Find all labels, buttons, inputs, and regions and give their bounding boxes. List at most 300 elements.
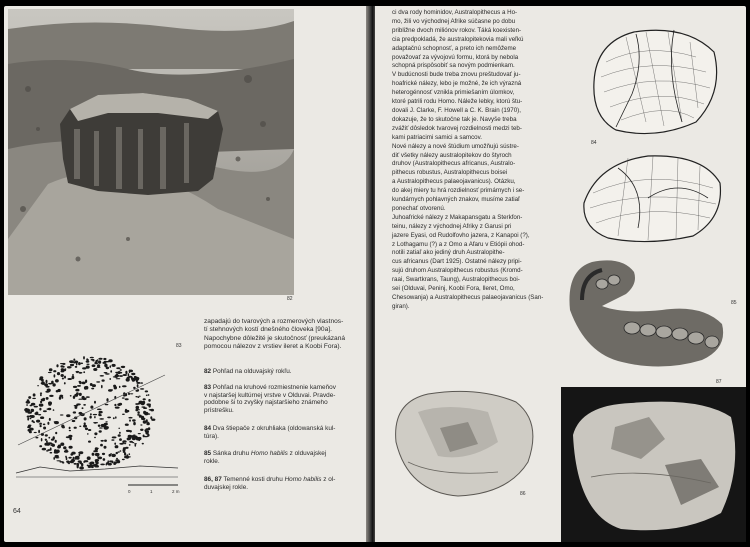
pebble-chopper-drawing-bottom — [578, 148, 726, 248]
stone-dot — [82, 382, 86, 385]
stone-dot — [73, 359, 75, 361]
stone-dot — [98, 360, 101, 363]
stone-dot — [24, 408, 28, 411]
stone-dot — [119, 438, 122, 441]
stone-dot — [31, 409, 35, 412]
stone-dot — [76, 392, 79, 395]
text-line: druhov (Australopithecus africanus, Australo- — [392, 160, 516, 168]
text-line: hoafrické nálezy, lebo je možné, že ich výrazná — [392, 80, 522, 88]
stone-dot — [44, 383, 48, 386]
text-line: jazere Eyasi, od Rudolfovho jazera, z Kanapoi (?), — [392, 231, 530, 239]
caption-text: z olduvajskej — [289, 450, 327, 457]
stone-dot — [45, 434, 48, 436]
stone-dot — [28, 425, 31, 427]
stone-dot — [112, 436, 117, 438]
stone-dot — [48, 372, 52, 373]
stone-dot — [118, 434, 121, 437]
text-line: diť všetky nálezy australopitekov do štyroch — [392, 151, 512, 159]
stone-dot — [137, 384, 139, 387]
stone-dot — [61, 425, 64, 428]
parietal-bone-photo-86 — [378, 382, 554, 502]
stone-dot — [41, 438, 43, 441]
stone-dot — [54, 421, 56, 422]
stone-dot — [39, 378, 42, 380]
stone-dot — [142, 443, 144, 445]
stone-dot — [109, 454, 112, 457]
stone-dot — [108, 359, 112, 362]
stone-dot — [51, 381, 54, 384]
stone-dot — [116, 458, 118, 460]
stone-dot — [47, 408, 51, 410]
stone-dot — [88, 441, 91, 443]
caption-text: prístrešku. — [204, 407, 234, 415]
caption-text: Pohľad na kruhové rozmiestnenie kameňov — [212, 384, 336, 391]
stone-dot — [79, 381, 82, 384]
stone-dot — [86, 364, 89, 365]
landscape-illustration — [8, 9, 294, 295]
stone-dot — [139, 396, 141, 397]
figure-87-label: 87 — [716, 379, 722, 385]
stone-dot — [113, 463, 116, 465]
stone-dot — [148, 399, 150, 402]
stone-dot — [111, 454, 116, 457]
stone-dot — [105, 427, 109, 429]
stone-dot — [26, 404, 28, 406]
stone-dot — [49, 368, 53, 371]
stone-dot — [97, 409, 102, 411]
stone-dot — [103, 458, 106, 461]
caption-text: Temenné kosti druhu — [223, 476, 283, 483]
stone-dot — [122, 385, 127, 387]
stone-dot — [34, 406, 38, 408]
stone-dot — [111, 439, 114, 441]
stone-dot — [138, 433, 141, 434]
stone-dot — [108, 463, 112, 466]
text-line: sujú druhom Australopithecus robustus (Kromd- — [392, 267, 523, 275]
stone-dot — [129, 370, 133, 373]
caption-text: z ol- — [323, 476, 336, 483]
caption-text: túra). — [204, 432, 219, 440]
stone-dot — [105, 404, 109, 405]
parietal-bone-photo-87 — [561, 387, 746, 542]
stone-dot — [57, 389, 60, 392]
stone-dot — [95, 453, 100, 456]
stone-dot — [40, 425, 42, 427]
stone-dot — [70, 364, 74, 366]
stone-dot — [51, 439, 54, 441]
stone-dot — [86, 396, 90, 398]
stone-dot — [93, 414, 97, 415]
stone-dot — [79, 466, 84, 469]
stone-dot — [106, 463, 108, 465]
stone-dot — [34, 432, 37, 433]
stone-dot — [76, 362, 78, 365]
parietal-illustration-87 — [561, 387, 746, 542]
stone-dot — [125, 424, 129, 426]
caption-number: 82 — [204, 368, 212, 375]
stone-dot — [93, 368, 97, 371]
text-line: dokazuje, že to skutočne tak je. Navyše treba — [392, 115, 517, 123]
stone-dot — [119, 386, 121, 388]
stone-dot — [56, 451, 60, 453]
stone-dot — [118, 428, 120, 429]
stone-dot — [47, 389, 51, 393]
stone-dot — [94, 437, 96, 438]
stone-dot — [32, 398, 36, 399]
stone-dot — [78, 372, 82, 374]
stone-dot — [122, 397, 125, 398]
stone-dot — [48, 401, 52, 405]
stone-dot — [75, 366, 78, 368]
stone-dot — [96, 381, 100, 382]
stone-dot — [101, 385, 103, 388]
stone-dot — [64, 382, 66, 384]
stone-dot — [140, 429, 143, 431]
stone-dot — [130, 393, 133, 394]
stone-dot — [72, 376, 75, 379]
text-line: približne dvoch miliónov rokov. Táká koexisten- — [392, 26, 522, 34]
text-line: notili zatiaľ ako jediný druh Australopithe- — [392, 249, 505, 257]
homo-habilis-mandible-photo — [562, 250, 730, 375]
text-line: Juhoafrické nálezy z Makapansgatu a Sterkfon- — [392, 213, 523, 221]
stone-dot — [53, 370, 56, 372]
stone-dot — [98, 358, 102, 360]
stone-dot — [76, 371, 80, 373]
text-line: Chesowanja) a Australopithecus palaeojavanicus (San- — [392, 294, 544, 301]
stone-dot — [43, 427, 46, 430]
stone-dot — [132, 437, 136, 440]
stone-dot — [110, 370, 112, 373]
stone-dot — [122, 440, 126, 443]
stone-dot — [83, 371, 85, 373]
stone-dot — [119, 432, 121, 434]
stone-dot — [106, 398, 108, 402]
stone-dot — [43, 410, 47, 412]
stone-dot — [76, 457, 80, 460]
stone-dot — [53, 457, 55, 460]
text-line: považovať za vývojovú formu, ktorá by nebola — [392, 53, 519, 61]
stone-dot — [97, 359, 99, 361]
stone-dot — [39, 408, 41, 411]
chopper-illustration-1 — [586, 22, 724, 140]
stone-dot — [96, 461, 99, 464]
stone-dot — [99, 414, 102, 416]
stone-dot — [62, 363, 65, 365]
stone-dot — [146, 423, 150, 426]
stone-dot — [61, 374, 64, 377]
stone-dot — [77, 463, 80, 466]
stone-dot — [37, 385, 39, 386]
stone-dot — [75, 389, 79, 392]
stone-dot — [136, 382, 140, 384]
stone-dot — [83, 404, 86, 406]
stone-dot — [67, 366, 72, 368]
stone-dot — [90, 462, 95, 465]
stone-dot — [150, 409, 154, 412]
stone-dot — [94, 432, 97, 435]
stone-dot — [140, 388, 144, 390]
stone-dot — [55, 457, 59, 458]
text-line: pithecus robustus, Australopithecus boisei — [392, 169, 508, 177]
text-line: zapadajú do tvarových a rozmerových vlastnos- — [204, 318, 344, 325]
stone-dot — [66, 414, 70, 417]
stone-dot — [87, 456, 91, 460]
stone-dot — [128, 417, 132, 419]
stone-dot — [139, 415, 142, 418]
stone-dot — [94, 401, 96, 404]
stone-dot — [99, 411, 103, 414]
stone-dot — [142, 401, 145, 404]
stone-dot — [99, 427, 103, 428]
stone-dot — [79, 426, 81, 427]
stone-dot — [148, 394, 150, 396]
stone-dot — [132, 442, 134, 443]
scale-tick-2: 2 m — [172, 489, 180, 494]
stone-dot — [69, 446, 73, 449]
stone-dot — [84, 417, 87, 420]
stone-dot — [107, 417, 111, 419]
stone-dot — [109, 378, 111, 380]
text-line: giran). — [392, 302, 410, 310]
stone-dot — [115, 407, 120, 409]
stone-dot — [83, 356, 85, 359]
right-body-text — [392, 9, 570, 312]
stone-dot — [65, 449, 68, 452]
text-line: do akej miery tu hrá rozdielnosť primárnych i se- — [392, 187, 525, 195]
olduvai-gorge-photo — [8, 9, 294, 295]
stone-dot — [87, 359, 89, 361]
caption-number: 85 — [204, 450, 212, 457]
stone-dot — [73, 396, 75, 399]
stone-dot — [102, 379, 105, 381]
stone-dot — [49, 418, 51, 421]
stone-dot — [145, 428, 150, 430]
stone-dot — [79, 393, 82, 396]
stone-dot — [50, 447, 52, 450]
stone-dot — [70, 460, 75, 463]
stone-dot — [67, 378, 72, 380]
left-body-text — [204, 318, 362, 351]
stone-dot — [46, 397, 49, 400]
stone-dot — [56, 364, 58, 367]
text-line: V budúcnosti bude treba znovu preštudovať ju- — [392, 71, 521, 79]
stone-dot — [105, 373, 110, 374]
stone-dot — [140, 424, 142, 425]
stone-dot — [43, 424, 46, 426]
stone-circle-diagram — [10, 345, 185, 498]
stone-dot — [125, 409, 127, 412]
stone-dot — [128, 393, 130, 396]
stone-dot — [99, 418, 104, 420]
stone-dot — [79, 454, 81, 456]
stone-dot — [145, 390, 148, 392]
text-line: cus africanus (Dart 1925). Ostatné nálezy pripi- — [392, 258, 522, 266]
stone-dot — [116, 460, 120, 463]
stone-dot — [100, 375, 104, 377]
stone-dot — [136, 406, 140, 410]
text-line: tí stehnových kostí dnešného človeka [90a]. — [204, 326, 332, 334]
stone-dot — [59, 395, 63, 398]
stone-dot — [140, 382, 143, 384]
stone-dot — [116, 367, 120, 369]
figure-85-label: 85 — [731, 300, 737, 306]
stone-dot — [35, 412, 38, 415]
stone-dot — [104, 440, 107, 442]
stone-dot — [116, 378, 121, 379]
stone-dot — [104, 372, 108, 373]
stone-dot — [35, 437, 38, 439]
stone-dot — [124, 443, 126, 444]
stone-dot — [103, 358, 106, 360]
stone-dot — [52, 444, 55, 447]
stone-dot — [47, 422, 49, 425]
stone-dot — [75, 406, 78, 409]
stone-dot — [135, 377, 140, 380]
stone-dot — [82, 367, 86, 369]
text-line: schopná prispôsobiť sa novým podmienkam. — [392, 62, 515, 70]
stone-dot — [100, 464, 105, 466]
stone-dot — [53, 409, 55, 411]
stone-dot — [73, 386, 77, 388]
stone-dot — [92, 364, 96, 367]
stone-dot — [78, 362, 81, 365]
stone-dot — [54, 374, 56, 377]
stone-dot — [141, 406, 145, 407]
stone-dot — [91, 359, 95, 361]
text-line: Napochybne dôležité je skutočnosť (preukázaná — [204, 334, 346, 342]
text-line: dovali J. Clarke, F. Howell a C. K. Brain (1970), — [392, 106, 521, 114]
text-line: ci dva rody hominidov, Australopithecus a Ho- — [392, 9, 518, 16]
stone-dot — [132, 380, 134, 381]
stone-dot — [33, 393, 36, 396]
text-line: ktoré patrili rodu Homo. Náleže lebky, ktorú štu- — [392, 98, 523, 106]
stone-dot — [74, 427, 77, 429]
stone-dot — [121, 366, 125, 368]
stone-dot — [60, 365, 63, 367]
stone-dot — [38, 430, 40, 433]
text-line: adaptačnú schopnosť, a preto ich nemôžeme — [392, 44, 517, 52]
stone-dot — [129, 430, 132, 432]
stone-dot — [150, 416, 152, 419]
caption-number: 86, 87 — [204, 476, 222, 483]
text-line: z Lothagamu (?) a z Omo a Afaru v Etiópii ohod- — [392, 240, 525, 248]
stone-dot — [78, 399, 82, 400]
text-line: heterogénnosť vznikla primiešaním úlomkov, — [392, 89, 515, 97]
stone-dot — [32, 420, 34, 422]
text-line: mo, žili vo východnej Afrike súčasne po dobu — [392, 17, 516, 25]
stone-dot — [36, 420, 40, 423]
stone-dot — [143, 411, 146, 414]
stone-dot — [124, 452, 126, 455]
stone-dot — [92, 453, 95, 456]
stone-dot — [84, 386, 87, 390]
stone-dot — [27, 418, 29, 421]
stone-dot — [132, 419, 136, 421]
stone-dot — [40, 394, 42, 397]
stone-dot — [68, 457, 71, 459]
stone-dot — [69, 437, 72, 441]
stone-dot — [57, 372, 60, 375]
stone-dot — [28, 429, 32, 432]
stone-dot — [40, 416, 44, 419]
stone-dot — [126, 456, 130, 458]
stone-dot — [135, 396, 137, 397]
stone-dot — [87, 465, 89, 467]
stone-dot — [55, 432, 57, 435]
stone-dot — [117, 451, 119, 452]
stone-dot — [30, 418, 32, 419]
stone-dot — [119, 375, 123, 377]
stone-dot — [41, 382, 44, 384]
stone-dot — [72, 374, 74, 376]
stone-dot — [41, 399, 45, 402]
stone-dot — [85, 380, 87, 383]
stone-dot — [100, 444, 103, 447]
stone-dot — [128, 435, 132, 438]
stone-dot — [73, 411, 76, 413]
stone-dot — [71, 452, 75, 455]
stone-dot — [81, 363, 84, 365]
stone-dot — [55, 379, 59, 382]
stone-dot — [92, 384, 96, 387]
stone-dot — [146, 419, 148, 422]
stone-dot — [122, 414, 125, 415]
stone-dot — [79, 451, 83, 454]
stone-dot — [27, 426, 31, 428]
scale-tick-1: 1 — [150, 489, 153, 494]
stone-dot — [64, 368, 66, 369]
text-line: pomocou nálezov z vrstiev ileret a Koobi Fora). — [204, 342, 342, 350]
stone-dot — [46, 380, 48, 383]
stone-dot — [93, 464, 97, 466]
stone-dot — [133, 422, 136, 425]
stone-dot — [60, 414, 64, 415]
stone-dot — [138, 439, 140, 441]
stone-dot — [70, 395, 72, 397]
caption-text: rokle. — [204, 457, 220, 465]
stone-dot — [125, 447, 129, 449]
stone-dot — [82, 407, 84, 409]
stone-dot — [110, 365, 112, 368]
stone-dot — [143, 435, 145, 438]
stone-dot — [61, 371, 65, 373]
stone-dot — [115, 375, 120, 377]
stone-dot — [127, 377, 130, 380]
mandible-illustration — [562, 250, 730, 375]
caption-species: Homo habilis — [250, 450, 288, 457]
text-line: kami patriacimi samici a samcov. — [392, 133, 482, 141]
stone-dot — [125, 371, 127, 374]
figure-82-label: 82 — [287, 296, 293, 302]
stone-dot — [119, 403, 122, 406]
stone-dot — [112, 364, 115, 366]
stone-dot — [28, 396, 31, 399]
stone-dot — [114, 443, 116, 445]
stone-dot — [115, 416, 117, 419]
stone-dot — [90, 406, 93, 409]
stone-dot — [98, 425, 101, 427]
pebble-chopper-drawing-top — [586, 22, 724, 140]
stone-dot — [87, 433, 89, 435]
caption-text: Sánka druhu — [212, 450, 250, 457]
stone-dot — [85, 428, 88, 431]
stone-dot — [62, 461, 64, 463]
stone-dot — [141, 418, 145, 421]
page-number: 64 — [13, 508, 21, 515]
stone-dot — [68, 462, 70, 464]
figure-84-label: 84 — [591, 140, 597, 146]
stone-dot — [27, 399, 30, 401]
